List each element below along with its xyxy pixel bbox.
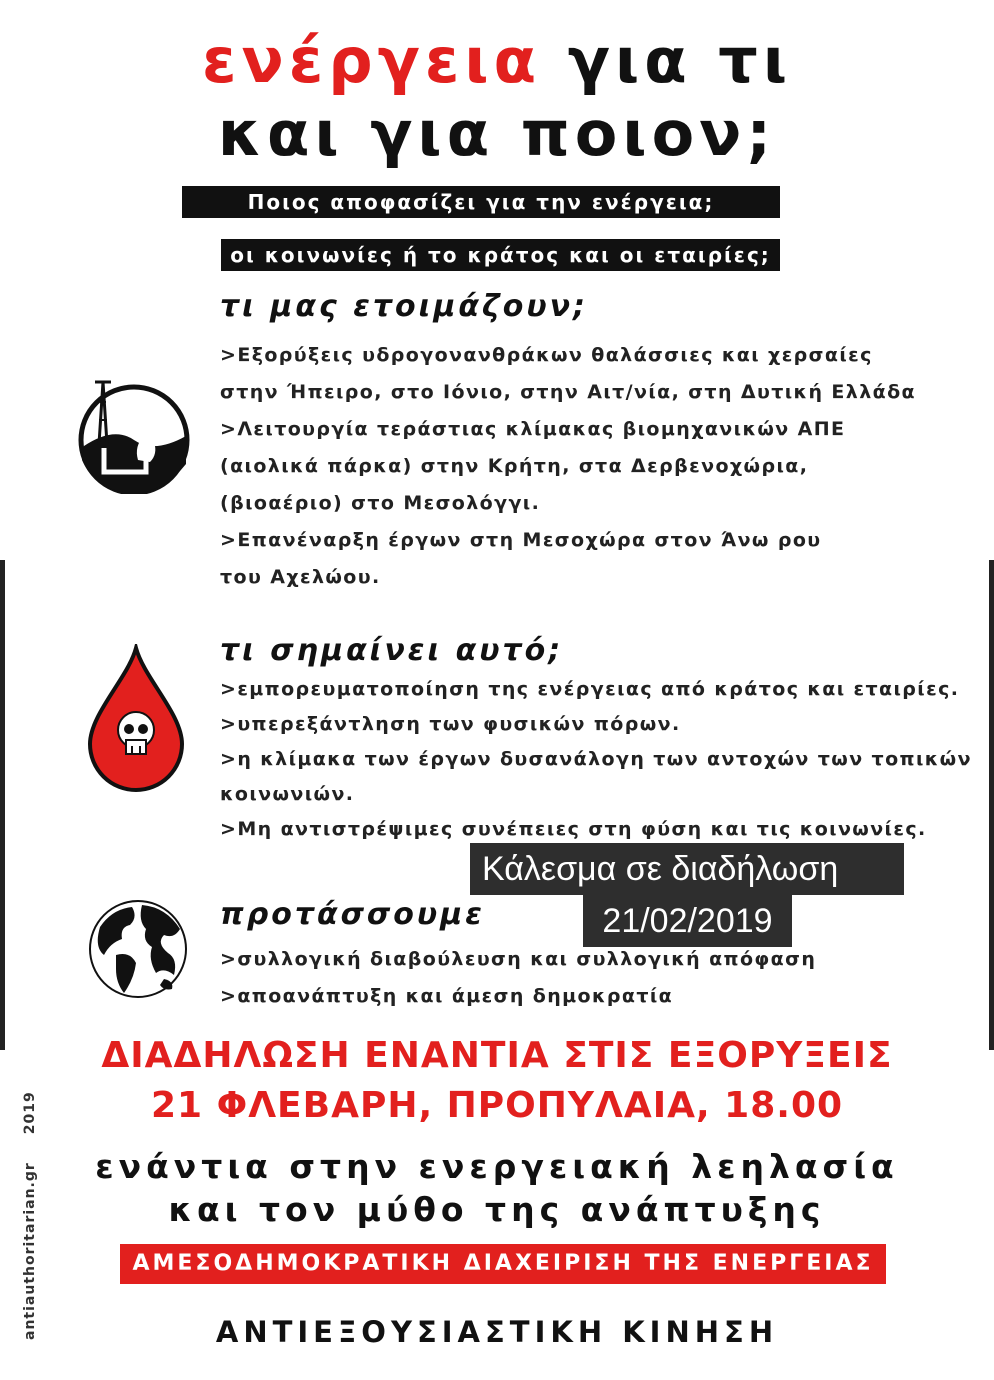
demo-date-caption: 21/02/2019 [583,895,792,947]
title-red-word: ενέργεια [201,24,542,97]
left-edge-strip [0,560,5,1050]
section-heading-meaning: τι σημαίνει αυτό; [220,633,564,668]
list-item: του Αχελώου. [220,566,381,588]
list-item: >Εξορύξεις υδρογονανθράκων θαλάσσιες και χερσαίες [220,344,873,366]
blood-drop-skull-icon [86,644,186,794]
subtitle-line-1: ενάντια στην ενεργειακή λεηλασία [95,1147,899,1186]
poster-title-line-1 [0,24,994,97]
section-list-propose [220,941,816,1015]
slogan-red-bar: ΑΜΕΣΟΔΗΜΟΚΡΑΤΙΚΗ ΔΙΑΧΕΙΡΙΣΗ ΤΗΣ ΕΝΕΡΓΕΙΑΣ [120,1244,886,1284]
organization-name: ΑΝΤΙΕΞΟΥΣΙΑΣΤΙΚΗ ΚΙΝΗΣΗ [215,1315,779,1349]
list-item: >αποανάπτυξη και άμεση δημοκρατία [220,985,674,1007]
section-heading-propose: προτάσσουμε [220,897,485,932]
list-item: (βιοαέριο) στο Μεσολόγγι. [220,492,541,514]
section-list-preparing [220,337,916,596]
list-item: κοινωνιών. [220,783,355,805]
list-item: στην Ήπειρο, στο Ιόνιο, στην Αιτ/νία, στη Δυτική Ελλάδα [220,381,916,403]
subtitle-line-2: και τον μύθο της ανάπτυξης [168,1190,826,1229]
list-item: >συλλογική διαβούλευση και συλλογική απόφαση [220,948,817,970]
globe-icon [86,897,190,1001]
question-bar-2: οι κοινωνίες ή το κράτος και οι εταιρίες; [221,239,780,271]
section-heading-preparing: τι μας ετοιμάζουν; [220,289,589,324]
side-website: antiauthoritarian.gr [22,1162,38,1340]
side-year: 2019 [22,1091,38,1135]
question-bar-1: Ποιος αποφασίζει για την ενέργεια; [182,186,780,218]
oil-rig-icon [74,374,194,494]
demo-details: 21 ΦΛΕΒΑΡΗ, ΠΡΟΠΥΛΑΙΑ, 18.00 [150,1085,844,1126]
demo-headline: ΔΙΑΔΗΛΩΣΗ ΕΝΑΝΤΙΑ ΣΤΙΣ ΕΞΟΡΥΞΕΙΣ [101,1035,893,1076]
list-item: >Λειτουργία τεράστιας κλίμακας βιομηχανικών ΑΠΕ [220,418,846,440]
list-item: >Μη αντιστρέψιμες συνέπειες στη φύση και τις κοινωνίες. [220,818,927,840]
list-item: >η κλίμακα των έργων δυσανάλογη των αντοχών των τοπικών [220,748,972,770]
list-item: (αιολικά πάρκα) στην Κρήτη, στα Δερβενοχώρια, [220,455,809,477]
title-rest: για τι [541,24,793,97]
right-edge-strip [989,560,994,1050]
poster-title-line-2: και για ποιον; [217,97,777,170]
demo-call-caption: Κάλεσμα σε διαδήλωση [470,843,904,895]
section-list-meaning [220,672,972,847]
list-item: >υπερεξάντληση των φυσικών πόρων. [220,713,681,735]
list-item: >Επανέναρξη έργων στη Μεσοχώρα στον Άνω ρου [220,529,822,551]
side-credit [22,1091,38,1340]
list-item: >εμπορευματοποίηση της ενέργειας από κράτος και εταιρίες. [220,678,960,700]
